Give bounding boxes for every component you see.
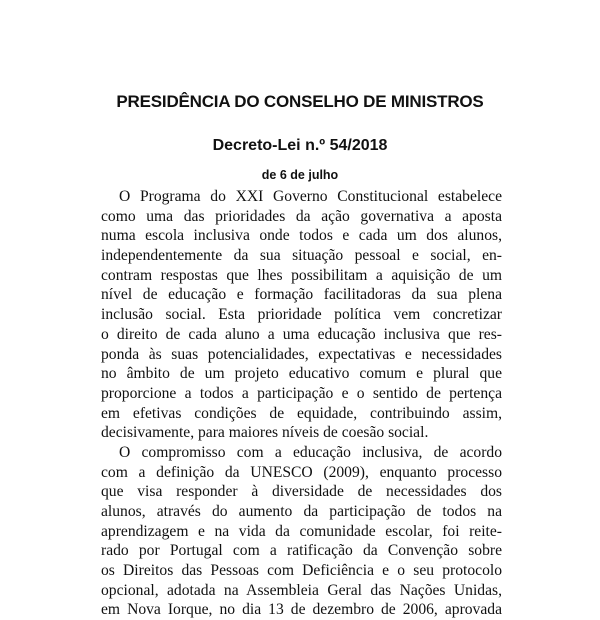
text-line: aprendizagem e na vida da comunidade escolar, foi reite-: [101, 522, 502, 540]
text-line: como uma das prioridades da ação governativa a aposta: [101, 207, 502, 225]
text-line: proporcione a todos a participação e o sentido de pertença: [101, 384, 502, 402]
text-line: independentemente da sua situação pessoal e social, en-: [101, 247, 502, 265]
text-line: O compromisso com a educação inclusiva, de acordo: [119, 443, 502, 461]
text-line: em efetivas condições de equidade, contribuindo assim,: [101, 404, 502, 422]
text-line: inclusão social. Esta prioridade política vem concretizar: [101, 306, 502, 324]
text-line: com a definição da UNESCO (2009), enquanto processo: [101, 463, 502, 481]
text-line: alunos, através do aumento da participação de todos na: [101, 503, 502, 520]
text-line: opcional, adotada na Assembleia Geral das Nações Unidas,: [101, 581, 502, 599]
text-line: contram respostas que lhes possibilitam a aquisição de um: [101, 266, 502, 284]
text-line: os Direitos das Pessoas com Deficiência e o seu protocolo: [101, 562, 502, 580]
text-line: em Nova Iorque, no dia 13 de dezembro de 2006, aprovada: [101, 601, 502, 619]
text-line: que visa responder à diversidade de necessidades dos: [101, 483, 502, 501]
body-text: [101, 187, 502, 620]
text-line: O Programa do XXI Governo Constitucional estabelece: [119, 188, 502, 205]
text-line: decisivamente, para maiores níveis de coesão social.: [101, 424, 429, 442]
text-line: rado por Portugal com a ratificação da Convenção sobre: [101, 542, 502, 560]
text-line: no âmbito de um projeto educativo comum e plural que: [101, 365, 502, 383]
text-line: ponda às suas potencialidades, expectativas e necessidades: [101, 345, 502, 363]
text-line: o direito de cada aluno a uma educação inclusiva que res-: [101, 325, 502, 343]
decree-title: Decreto-Lei n.º 54/2018: [212, 137, 388, 154]
issuer-heading: PRESIDÊNCIA DO CONSELHO DE MINISTROS: [116, 92, 484, 111]
text-line: nível de educação e formação facilitadoras da sua plena: [101, 286, 502, 304]
decree-date: de 6 de julho: [261, 168, 339, 182]
text-line: numa escola inclusiva onde todos e cada um dos alunos,: [101, 227, 502, 245]
